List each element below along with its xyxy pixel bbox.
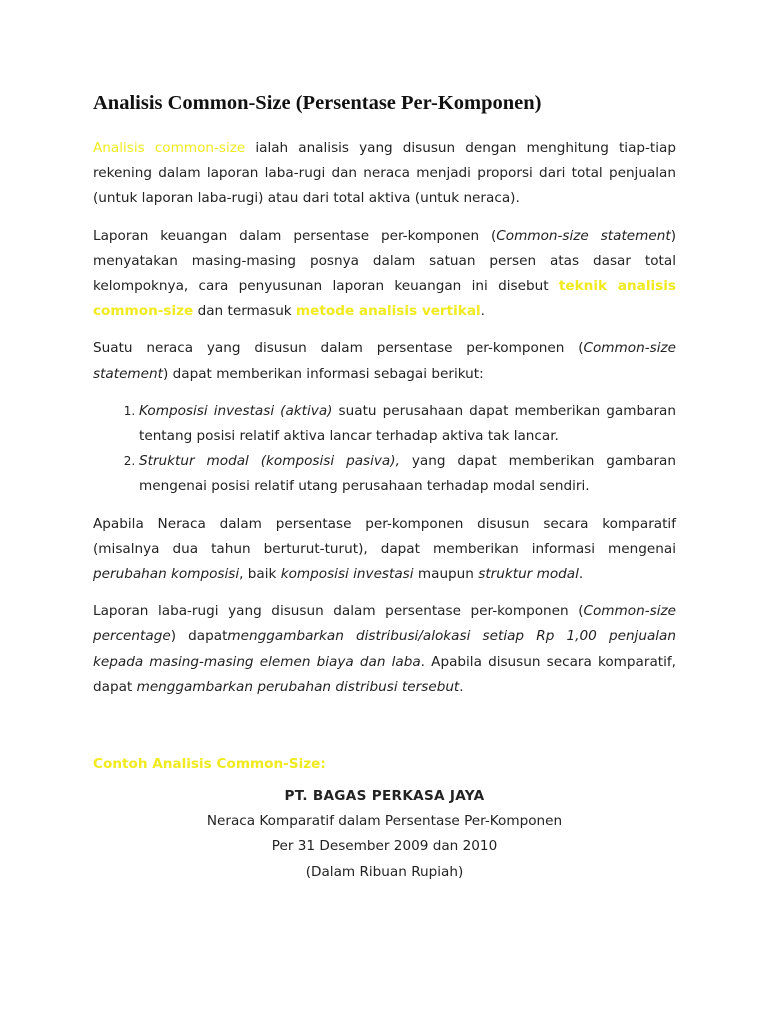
info-list xyxy=(93,399,676,500)
highlight-term: metode analisis vertikal xyxy=(296,303,481,320)
paragraph-komparatif xyxy=(93,512,676,588)
report-subtitle: Neraca Komparatif dalam Persentase Per-Komponen xyxy=(206,813,563,830)
italic-term: menggambarkan perubahan distribusi tersebut xyxy=(136,678,460,695)
report-unit: (Dalam Ribuan Rupiah) xyxy=(305,863,464,880)
paragraph-text: . xyxy=(459,678,464,695)
paragraph-text: Suatu neraca yang disusun dalam persentase per-komponen ( xyxy=(93,340,584,357)
italic-term: Struktur modal (komposisi pasiva), xyxy=(139,453,400,470)
paragraph-text: . xyxy=(578,566,584,583)
paragraph-text: ) dapat memberikan informasi sebagai berikut: xyxy=(163,365,484,382)
paragraph-text: Laporan laba-rugi yang disusun dalam persentase per-komponen ( xyxy=(93,603,584,620)
paragraph-statement xyxy=(93,224,676,325)
italic-term: Common-size statement xyxy=(93,340,676,382)
italic-term: menggambarkan distribusi/alokasi setiap Rp 1,00 penjualan kepada masing-masing elemen biaya dan laba xyxy=(93,628,676,670)
list-item-text: yang dapat memberikan gambaran mengenai posisi relatif utang perusahaan terhadap modal sendiri. xyxy=(139,453,677,495)
paragraph-text: , baik xyxy=(239,566,281,583)
paragraph-text: maupun xyxy=(413,566,479,583)
highlight-term: teknik analisis common-size xyxy=(93,278,676,320)
italic-term: struktur modal xyxy=(478,566,579,583)
paragraph-text: Laporan keuangan dalam persentase per-komponen ( xyxy=(93,227,497,244)
list-item xyxy=(139,399,676,449)
paragraph-text: . Apabila disusun secara komparatif, dapat xyxy=(93,653,677,695)
paragraph-definition xyxy=(93,136,676,212)
paragraph-laba-rugi xyxy=(93,599,676,700)
italic-term: komposisi investasi xyxy=(280,566,414,583)
paragraph-text: Apabila Neraca dalam persentase per-komponen disusun secara komparatif (misalnya dua tahun berturut-turut), dapat memberikan informasi mengenai xyxy=(93,515,676,557)
paragraph-text: ialah analisis yang disusun dengan menghitung tiap-tiap rekening dalam laporan laba-rugi dan neraca menjadi proporsi dari total penjualan (untuk laporan laba-rugi) atau dari total aktiva (untuk neraca). xyxy=(93,140,676,207)
report-period: Per 31 Desember 2009 dan 2010 xyxy=(271,838,498,855)
italic-term: Common-size percentage xyxy=(93,603,676,645)
paragraph-neraca xyxy=(93,336,676,386)
italic-term: perubahan komposisi xyxy=(93,566,240,583)
list-item xyxy=(139,449,676,499)
highlight-term: Analisis common-size xyxy=(93,140,246,156)
list-item-text: suatu perusahaan dapat memberikan gambaran tentang posisi relatif aktiva lancar terhadap aktiva tak lancar. xyxy=(139,402,676,445)
paragraph-text: dan termasuk xyxy=(193,303,297,320)
italic-term: Common-size statement xyxy=(496,227,671,244)
example-heading: Contoh Analisis Common-Size: xyxy=(93,756,326,773)
document-page xyxy=(93,88,676,885)
paragraph-text: . xyxy=(480,303,485,320)
paragraph-text: ) menyatakan masing-masing posnya dalam satuan persen atas dasar total kelompoknya, cara penyusunan laporan keuangan ini disebut xyxy=(93,227,676,295)
italic-term: Komposisi investasi (aktiva) xyxy=(139,402,333,419)
document-title: Analisis Common-Size (Persentase Per-Komponen) xyxy=(93,92,542,114)
company-name: PT. BAGAS PERKASA JAYA xyxy=(284,788,485,805)
paragraph-text: ) dapat xyxy=(170,628,228,645)
